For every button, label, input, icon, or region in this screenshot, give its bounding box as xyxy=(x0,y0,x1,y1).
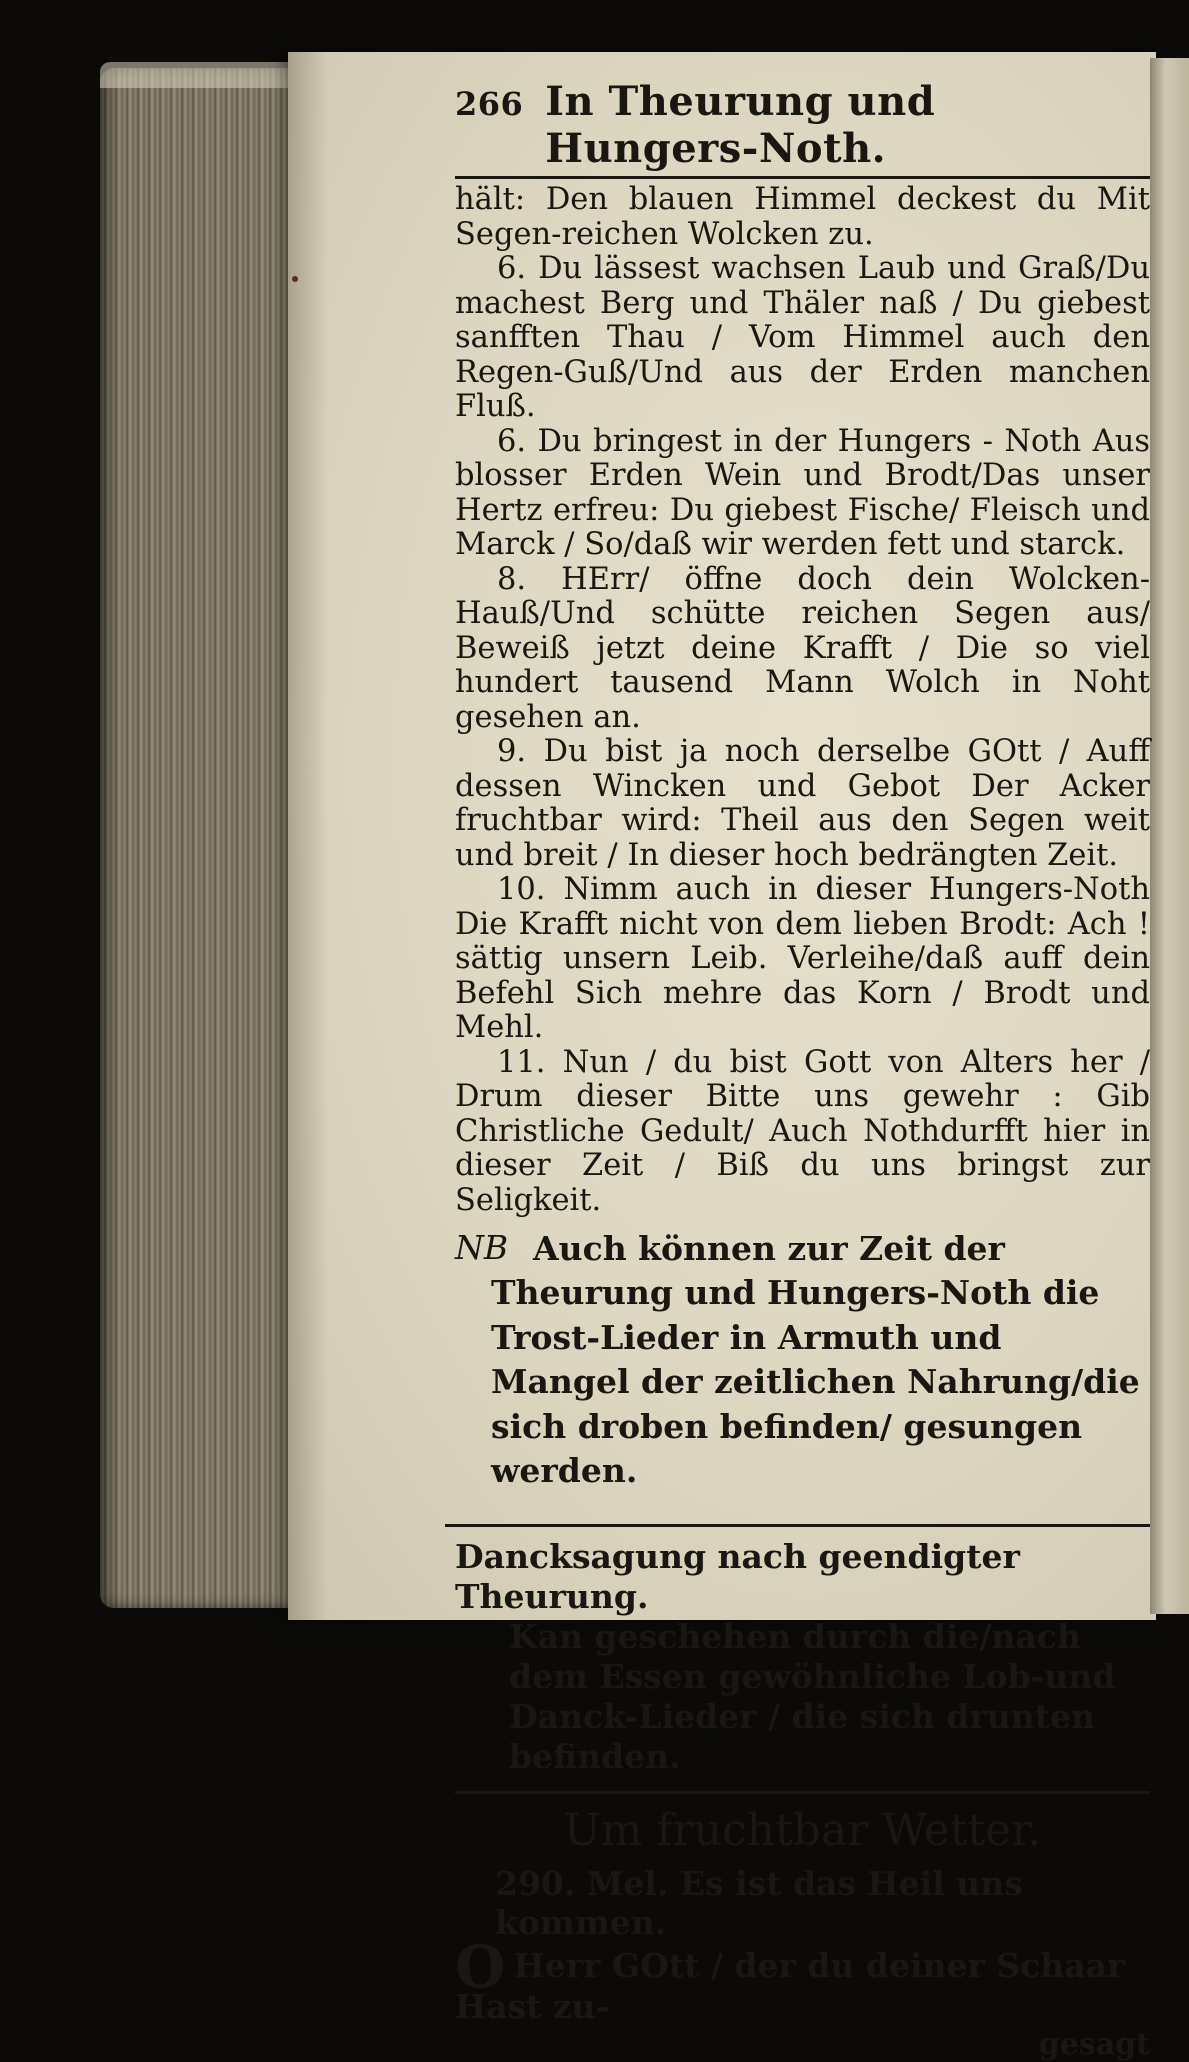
verse-8: 8. HErr/ öffne doch dein Wolcken-Hauß/Und schütte reichen Segen aus/ Beweiß jetzt deine Krafft / Die so viel hundert tausend Mann Wolch in Noht gesehen an. xyxy=(455,561,1150,735)
book-top-edge xyxy=(100,62,290,88)
nb-mark: NB xyxy=(455,1228,509,1267)
hymn-title: Um fruchtbar Wetter. xyxy=(563,1804,1042,1856)
facing-page-edge xyxy=(1150,58,1189,1614)
drop-initial: O xyxy=(455,1932,506,2001)
verse-11: 11. Nun / du bist Gott von Alters her / Drum dieser Bitte uns gewehr : Gib Christliche Gedult/ Auch Nothdurfft hier in dieser Zeit / Biß du uns bringst zur Seligkeit. xyxy=(455,1044,1150,1218)
first-line-text: Herr GOtt / der du deiner Schaar Hast zu- xyxy=(455,1945,1125,2026)
running-title: In Theurung und Hungers-Noth. xyxy=(545,78,936,172)
gutter-shadow xyxy=(288,52,328,1620)
verse-10: 10. Nimm auch in dieser Hungers-Noth Die Krafft nicht von dem lieben Brodt: Ach ! sättig unsern Leib. Verleihe/daß auff dein Befehl Sich mehre das Korn / Brodt und Mehl. xyxy=(455,872,1150,1045)
book-page-edges xyxy=(100,68,290,1608)
thanksgiving-text: Kan geschehen durch die/nach dem Essen gewöhnliche Lob-und Danck-Lieder / die sich drunten befinden. xyxy=(509,1616,1116,1776)
hymn-first-line xyxy=(455,1932,1150,2027)
section-divider xyxy=(445,1524,1150,1527)
verse-6b: 6. Du bringest in der Hungers - Noth Aus blosser Erden Wein und Brodt/Das unser Hertz erfreu: Du giebest Fische/ Fleisch und Marck / So/daß wir werden fett und starck. xyxy=(455,423,1150,562)
thanksgiving-note xyxy=(455,1537,1150,1777)
catchword: gesagt xyxy=(1038,2026,1150,2062)
running-head xyxy=(455,78,1150,179)
hymn-melody: 290. Mel. Es ist das Heil uns kommen. xyxy=(495,1863,1023,1942)
ink-spot xyxy=(292,276,298,282)
verse-6a: 6. Du lässest wachsen Laub und Graß/Du machest Berg und Thäler naß / Du giebest sanfften Thau / Vom Himmel auch den Regen-Guß/Und aus der Erden manchen Fluß. xyxy=(455,251,1150,424)
thanksgiving-heading: Dancksagung nach geendigter Theurung. xyxy=(455,1536,1020,1616)
verse-continuation: hält: Den blauen Himmel deckest du Mit Segen-reichen Wolcken zu. xyxy=(455,182,1150,252)
nb-text: Auch können zur Zeit der Theurung und Hungers-Noth die Trost-Lieder in Armuth und Mangel der zeitlichen Nahrung/die sich droben befinden/ gesungen werden. xyxy=(491,1228,1140,1490)
page-content xyxy=(455,78,1150,2062)
nota-bene-note xyxy=(455,1226,1150,1494)
page-number: 266 xyxy=(455,85,524,123)
section-divider-2 xyxy=(455,1791,1150,1794)
hymn-verses xyxy=(455,183,1150,1218)
verse-9: 9. Du bist ja noch derselbe GOtt / Auff dessen Wincken und Gebot Der Acker fruchtbar wird: Theil aus den Segen weit und breit / In dieser hoch bedrängten Zeit. xyxy=(455,734,1150,873)
